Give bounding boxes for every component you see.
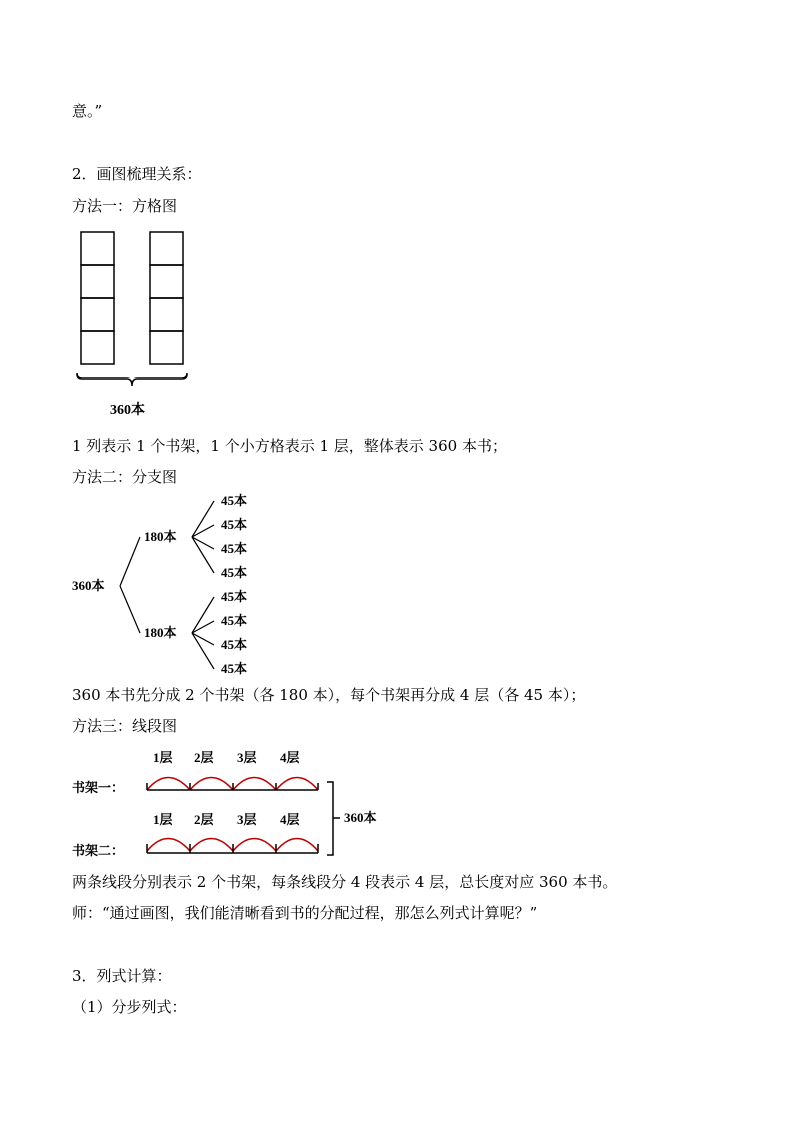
segment-layer-4-bottom: 4层	[280, 812, 300, 827]
grid-col1-cell3	[81, 298, 114, 331]
arc-shelf2-2	[190, 839, 233, 852]
tree-leaf-5: 45本	[221, 589, 248, 604]
top-fragment: 意。”	[72, 102, 103, 120]
tree-leaf-2: 45本	[221, 517, 248, 532]
tree-leaf-7: 45本	[221, 637, 248, 652]
arc-shelf2-4	[276, 839, 318, 852]
grid-col1-cell1	[81, 232, 114, 265]
grid-col2-cell2	[150, 265, 183, 298]
tree-leaf-3: 45本	[221, 541, 248, 556]
segment-layer-3-top: 3层	[237, 750, 257, 765]
step3-subheading: （1）分步列式：	[72, 998, 187, 1016]
grid-col2-cell4	[150, 331, 183, 364]
arc-shelf1-2	[190, 778, 233, 791]
step3-heading: 3．列式计算：	[72, 967, 172, 985]
segment-bracket	[327, 782, 340, 855]
method2-heading: 方法二：分支图	[72, 468, 178, 486]
teacher-quote: 师：“通过画图，我们能清晰看到书的分配过程，那怎么列式计算呢？”	[72, 904, 538, 922]
segment-layer-4-top: 4层	[280, 750, 300, 765]
segment-layer-2-bottom: 2层	[194, 812, 214, 827]
shelf1-label: 书架一：	[72, 780, 125, 795]
arc-shelf2-1	[147, 839, 190, 852]
tree-lines	[0, 490, 300, 680]
arc-shelf1-3	[233, 778, 276, 791]
grid-total-label: 360本	[110, 403, 145, 418]
shelf2-label: 书架二：	[72, 843, 125, 858]
step2-heading: 2．画图梳理关系：	[72, 165, 202, 183]
grid-col2-cell3	[150, 298, 183, 331]
segment-diagram	[0, 760, 360, 860]
grid-col2-cell1	[150, 232, 183, 265]
arc-shelf1-1	[147, 778, 190, 791]
method1-heading: 方法一：方格图	[72, 197, 178, 215]
arc-shelf2-3	[233, 839, 276, 852]
segment-layer-3-bottom: 3层	[237, 812, 257, 827]
method2-description: 360 本书先分成 2 个书架（各 180 本），每个书架再分成 4 层（各 45 本）；	[72, 686, 586, 704]
tree-branch-2: 180本	[144, 625, 177, 640]
tree-leaf-6: 45本	[221, 613, 248, 628]
grid-col1-cell2	[81, 265, 114, 298]
grid-diagram	[72, 228, 202, 378]
arc-shelf1-4	[276, 778, 318, 791]
method1-description: 1 列表示 1 个书架，1 个小方格表示 1 层，整体表示 360 本书；	[72, 437, 507, 455]
segment-layer-1-top: 1层	[153, 750, 173, 765]
tree-leaf-8: 45本	[221, 661, 248, 676]
grid-col1-cell4	[81, 331, 114, 364]
segment-layer-1-bottom: 1层	[153, 812, 173, 827]
tree-branch-1: 180本	[144, 529, 177, 544]
segment-total-label: 360本	[344, 810, 377, 825]
segment-layer-2-top: 2层	[194, 750, 214, 765]
method3-description: 两条线段分别表示 2 个书架，每条线段分 4 段表示 4 层，总长度对应 360 本书。	[72, 873, 618, 891]
tree-root: 360本	[72, 578, 105, 593]
grid-brace-full	[72, 370, 202, 400]
method3-heading: 方法三：线段图	[72, 717, 178, 735]
tree-leaf-1: 45本	[221, 493, 248, 508]
tree-leaf-4: 45本	[221, 565, 248, 580]
